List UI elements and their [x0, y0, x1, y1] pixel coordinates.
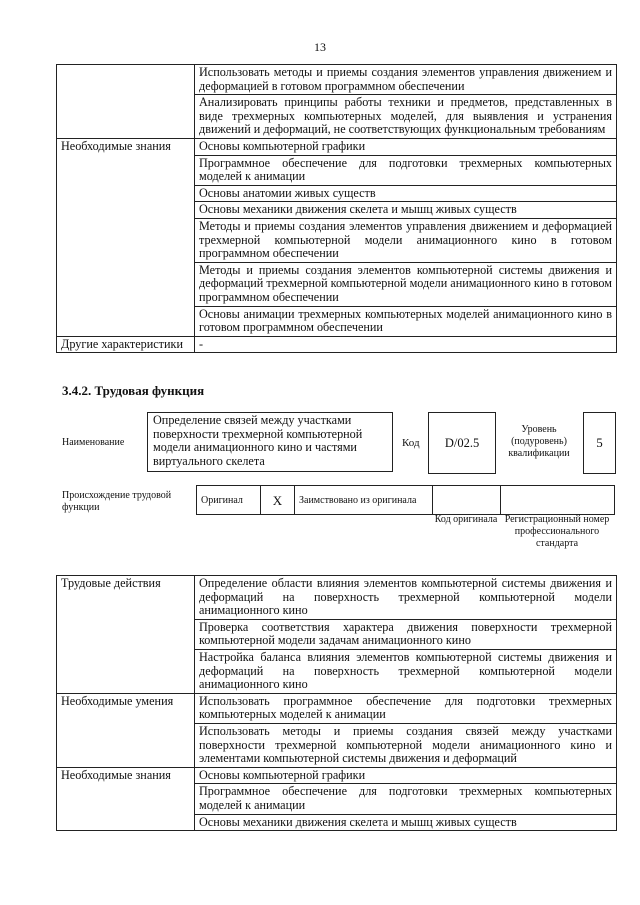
- table-cell: Основы анимации трехмерных компьютерных моделей анимационного кино в готовом программном обеспечении: [195, 306, 617, 336]
- table-cell: Проверка соответствия характера движения поверхности трехмерной компьютерной модели задачам анимационного кино: [195, 619, 617, 649]
- reg-number-cell: [501, 486, 615, 515]
- level-label: Уровень (подуровень) квалификации: [508, 424, 570, 459]
- original-label: Оригинал: [197, 486, 261, 515]
- requirements-table-bottom: [56, 575, 617, 831]
- row-label: [57, 65, 195, 139]
- row-label-knowledge: Необходимые знания: [57, 138, 195, 336]
- origin-table: [196, 485, 615, 515]
- name-label: Наименование: [62, 437, 125, 448]
- table-row: [57, 576, 617, 620]
- table-row: [57, 767, 617, 784]
- orig-code-cell: [433, 486, 501, 515]
- table-cell: Определение области влияния элементов компьютерной системы движения и деформаций на поверхность трехмерной компьютерной модели анимационного кино: [195, 576, 617, 620]
- level-box: 5: [583, 412, 616, 474]
- table-cell: Основы компьютерной графики: [195, 138, 617, 155]
- code-label: Код: [402, 437, 420, 449]
- table-cell: -: [195, 336, 617, 353]
- original-mark: X: [261, 486, 295, 515]
- table-cell: Использовать методы и приемы создания связей между участками поверхности трехмерной компьютерной модели анимационного кино и элементами компьютерной системы движения и деформаций: [195, 723, 617, 767]
- table-cell: Использовать программное обеспечение для подготовки трехмерных компьютерных моделей к анимации: [195, 693, 617, 723]
- code-box: D/02.5: [428, 412, 496, 474]
- row-label-skills: Необходимые умения: [57, 693, 195, 767]
- table-cell: Основы механики движения скелета и мышц живых существ: [195, 814, 617, 831]
- table-cell: Использовать методы и приемы создания элементов управления движением и деформацией в готовом программном обеспечении: [195, 65, 617, 95]
- table-cell: Основы механики движения скелета и мышц живых существ: [195, 202, 617, 219]
- borrowed-label: Заимствовано из оригинала: [295, 486, 433, 515]
- row-label-other: Другие характеристики: [57, 336, 195, 353]
- table-cell: Программное обеспечение для подготовки трехмерных компьютерных моделей к анимации: [195, 784, 617, 814]
- table-cell: Программное обеспечение для подготовки трехмерных компьютерных моделей к анимации: [195, 155, 617, 185]
- orig-code-label: Код оригинала: [434, 514, 498, 525]
- reg-number-label: Регистрационный номер профессионального стандарта: [504, 514, 610, 549]
- table-cell: Основы компьютерной графики: [195, 767, 617, 784]
- table-row: [57, 138, 617, 155]
- function-name-box: Определение связей между участками поверхности трехмерной компьютерной модели анимационного кино и частями виртуального скелета: [147, 412, 393, 472]
- table-cell: Методы и приемы создания элементов компьютерной системы движения и деформаций трехмерной компьютерной модели анимационного кино в готовом программном обеспечении: [195, 262, 617, 306]
- table-cell: Анализировать принципы работы техники и предметов, представленных в виде трехмерных компьютерных моделей, для выявления и устранения движений и деформаций, не соответствующих функциональным требованиям: [195, 95, 617, 139]
- table-row: [57, 65, 617, 95]
- row-label-actions: Трудовые действия: [57, 576, 195, 694]
- origin-label: Происхождение трудовой функции: [62, 490, 172, 513]
- table-row: [57, 693, 617, 723]
- table-row: [57, 336, 617, 353]
- table-cell: Методы и приемы создания элементов управления движением и деформацией трехмерной компьютерной модели анимационного кино в готовом программном обеспечении: [195, 218, 617, 262]
- requirements-table-top: [56, 64, 617, 353]
- row-label-knowledge: Необходимые знания: [57, 767, 195, 830]
- table-cell: Основы анатомии живых существ: [195, 185, 617, 202]
- table-cell: Настройка баланса влияния элементов компьютерной системы движения и деформаций на поверхность трехмерной компьютерной модели анимационного кино: [195, 649, 617, 693]
- section-title: 3.4.2. Трудовая функция: [62, 383, 205, 398]
- page-number: 13: [314, 40, 326, 54]
